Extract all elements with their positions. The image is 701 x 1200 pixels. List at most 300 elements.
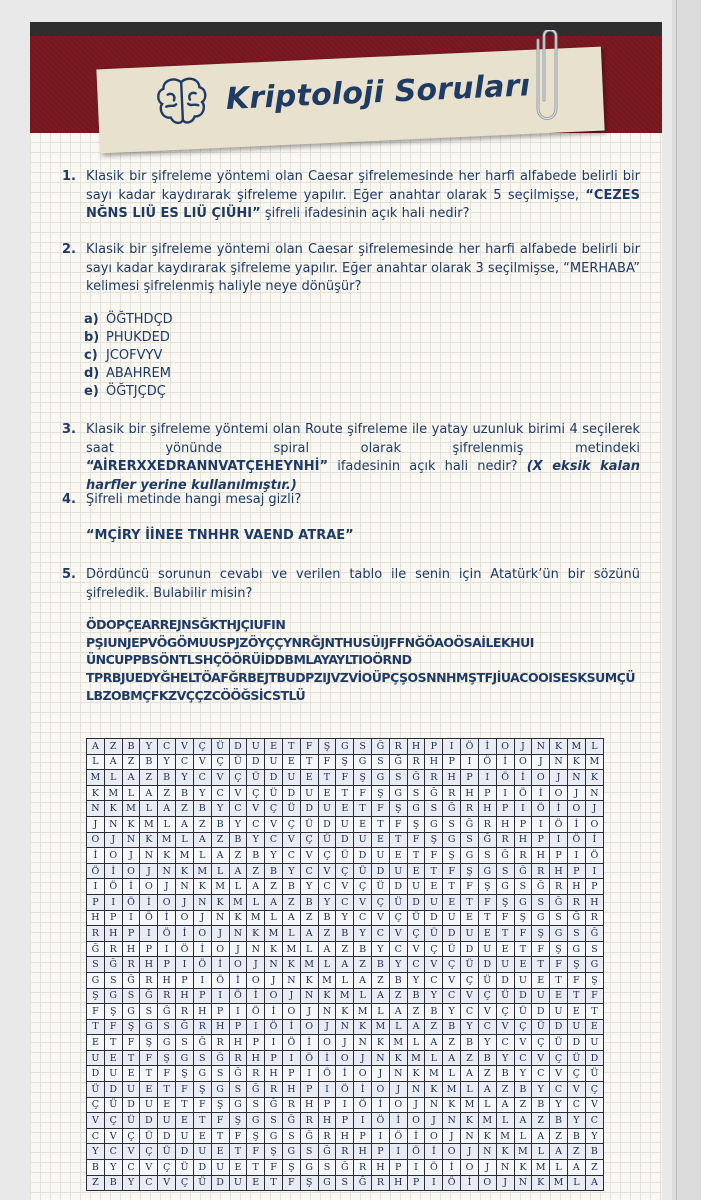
table-cell: K	[496, 1144, 514, 1160]
table-cell: C	[158, 739, 176, 755]
table-cell: S	[247, 1097, 265, 1113]
table-cell: N	[550, 754, 568, 770]
table-cell: C	[496, 1035, 514, 1051]
table-cell: Ğ	[478, 832, 496, 848]
table-cell: Y	[443, 1004, 461, 1020]
table-cell: T	[229, 1144, 247, 1160]
table-cell: Z	[176, 801, 194, 817]
table-cell: O	[158, 894, 176, 910]
table-cell: V	[336, 879, 354, 895]
table-cell: H	[122, 941, 140, 957]
table-cell: T	[389, 832, 407, 848]
table-cell: F	[300, 739, 318, 755]
table-cell: R	[87, 926, 105, 942]
table-cell: Y	[318, 894, 336, 910]
table-cell: R	[140, 972, 158, 988]
table-row	[87, 894, 604, 910]
table-cell: M	[247, 910, 265, 926]
table-cell: E	[300, 770, 318, 786]
table-cell: U	[282, 770, 300, 786]
table-cell: Ğ	[407, 770, 425, 786]
table-cell: Ş	[407, 816, 425, 832]
question-5	[62, 566, 640, 603]
table-cell: Y	[158, 754, 176, 770]
table-cell: İ	[514, 770, 532, 786]
table-cell: G	[300, 1160, 318, 1176]
table-cell: Z	[354, 957, 372, 973]
option-d[interactable]	[84, 365, 173, 383]
table-cell: D	[532, 1004, 550, 1020]
table-cell: K	[567, 754, 585, 770]
table-cell: A	[193, 832, 211, 848]
table-cell: M	[318, 972, 336, 988]
table-cell: A	[372, 988, 390, 1004]
table-cell: Ç	[550, 1050, 568, 1066]
table-cell: B	[176, 785, 194, 801]
table-cell: F	[550, 957, 568, 973]
table-cell: Ş	[193, 1082, 211, 1098]
table-cell: I	[176, 957, 194, 973]
table-cell: Ü	[158, 1144, 176, 1160]
table-row	[87, 1175, 604, 1191]
table-cell: B	[372, 957, 390, 973]
table-cell: Ü	[354, 863, 372, 879]
table-cell: Ö	[282, 1035, 300, 1051]
table-cell: V	[282, 832, 300, 848]
table-cell: L	[193, 848, 211, 864]
table-cell: B	[407, 988, 425, 1004]
table-cell: H	[211, 1019, 229, 1035]
table-cell: V	[443, 972, 461, 988]
cipher-line: LBZOBMÇFKZVÇÇZCÖÖĞSİCSTLÜ	[86, 687, 306, 703]
table-cell: T	[265, 1175, 283, 1191]
table-cell: H	[372, 1160, 390, 1176]
table-cell: Ş	[496, 894, 514, 910]
table-cell: Ö	[318, 1066, 336, 1082]
table-cell: D	[496, 972, 514, 988]
option-a[interactable]	[84, 311, 173, 329]
table-cell: P	[372, 1144, 390, 1160]
table-cell: J	[265, 972, 283, 988]
table-cell: N	[425, 1097, 443, 1113]
table-cell: E	[336, 801, 354, 817]
table-cell: P	[478, 785, 496, 801]
table-cell: Ç	[122, 1128, 140, 1144]
table-cell: I	[265, 1035, 283, 1051]
table-cell: C	[407, 957, 425, 973]
table-cell: D	[282, 785, 300, 801]
table-cell: Y	[514, 1066, 532, 1082]
table-cell: L	[318, 957, 336, 973]
table-cell: H	[300, 1097, 318, 1113]
table-cell: J	[300, 1004, 318, 1020]
table-cell: L	[461, 1082, 479, 1098]
table-cell: Y	[478, 1035, 496, 1051]
table-cell: Z	[585, 1160, 603, 1176]
table-cell: F	[229, 1128, 247, 1144]
table-cell: Ğ	[265, 1097, 283, 1113]
table-cell: Ş	[514, 910, 532, 926]
page-title: Kriptoloji Soruları	[225, 68, 531, 117]
table-cell: K	[122, 816, 140, 832]
table-cell: U	[372, 848, 390, 864]
table-cell: K	[354, 1019, 372, 1035]
table-row	[87, 910, 604, 926]
table-cell: M	[496, 1128, 514, 1144]
table-cell: İ	[265, 1004, 283, 1020]
table-cell: Y	[229, 816, 247, 832]
table-row	[87, 1082, 604, 1098]
table-row	[87, 801, 604, 817]
table-cell: B	[282, 879, 300, 895]
table-cell: Ğ	[211, 1050, 229, 1066]
table-cell: M	[514, 1144, 532, 1160]
table-cell: H	[176, 988, 194, 1004]
table-cell: O	[496, 739, 514, 755]
table-cell: F	[282, 1175, 300, 1191]
table-cell: J	[514, 739, 532, 755]
option-e[interactable]	[84, 383, 173, 401]
table-cell: I	[229, 1004, 247, 1020]
table-cell: L	[336, 972, 354, 988]
table-cell: H	[514, 832, 532, 848]
table-cell: P	[318, 1097, 336, 1113]
table-cell: O	[389, 1097, 407, 1113]
table-cell: O	[140, 879, 158, 895]
question-text-part: Klasik bir şifreleme yöntemi olan Route şifreleme ile yatay uzunluk birimi 4 seçilerek saat yönünde spiral olarak şifrelenmiş metindeki	[86, 422, 640, 456]
table-cell: R	[211, 1035, 229, 1051]
table-cell: F	[176, 1082, 194, 1098]
table-cell: O	[122, 863, 140, 879]
table-cell: F	[389, 816, 407, 832]
table-cell: Ü	[567, 1050, 585, 1066]
table-cell: Ü	[176, 1160, 194, 1176]
table-cell: M	[567, 739, 585, 755]
table-cell: Ç	[318, 848, 336, 864]
table-cell: T	[354, 801, 372, 817]
table-cell: D	[140, 1113, 158, 1129]
table-row	[87, 770, 604, 786]
table-cell: H	[193, 1004, 211, 1020]
table-row	[87, 1066, 604, 1082]
table-cell: C	[193, 770, 211, 786]
table-cell: G	[265, 1128, 283, 1144]
table-cell: J	[372, 1066, 390, 1082]
table-cell: O	[336, 1050, 354, 1066]
option-c[interactable]	[84, 347, 173, 365]
table-cell: R	[282, 1097, 300, 1113]
table-cell: M	[282, 941, 300, 957]
table-cell: İ	[193, 941, 211, 957]
table-cell: R	[354, 1160, 372, 1176]
table-cell: B	[425, 1004, 443, 1020]
table-cell: Y	[532, 1082, 550, 1098]
table-cell: T	[443, 879, 461, 895]
table-cell: Ç	[282, 816, 300, 832]
table-cell: R	[478, 816, 496, 832]
table-cell: Ç	[247, 785, 265, 801]
option-b[interactable]	[84, 329, 173, 347]
table-cell: R	[122, 957, 140, 973]
table-cell: M	[140, 816, 158, 832]
table-cell: F	[158, 1066, 176, 1082]
table-cell: K	[229, 910, 247, 926]
table-cell: A	[389, 1004, 407, 1020]
table-cell: S	[282, 1128, 300, 1144]
table-cell: O	[193, 926, 211, 942]
table-cell: M	[407, 1050, 425, 1066]
table-cell: J	[550, 770, 568, 786]
table-cell: J	[193, 910, 211, 926]
table-cell: B	[140, 754, 158, 770]
table-cell: Y	[425, 988, 443, 1004]
table-cell: S	[496, 863, 514, 879]
table-cell: V	[193, 754, 211, 770]
table-cell: İ	[532, 785, 550, 801]
table-cell: Z	[87, 1175, 105, 1191]
table-cell: İ	[282, 1019, 300, 1035]
table-cell: V	[407, 941, 425, 957]
table-cell: R	[104, 941, 122, 957]
table-cell: O	[478, 1175, 496, 1191]
table-cell: S	[122, 988, 140, 1004]
table-cell: Ş	[265, 1144, 283, 1160]
table-cell: H	[550, 863, 568, 879]
table-cell: H	[532, 848, 550, 864]
table-cell: Z	[443, 1035, 461, 1051]
table-cell: Z	[389, 988, 407, 1004]
table-cell: V	[300, 848, 318, 864]
cipher-phrase: “AİRERXXEDRANNVATÇEHEYNHİ”	[86, 459, 329, 474]
table-cell: C	[300, 863, 318, 879]
table-cell: B	[478, 1050, 496, 1066]
table-cell: Ğ	[247, 1082, 265, 1098]
table-cell: A	[300, 926, 318, 942]
table-cell: C	[443, 988, 461, 1004]
table-cell: N	[193, 894, 211, 910]
table-cell: U	[104, 1066, 122, 1082]
table-row	[87, 1019, 604, 1035]
table-row	[87, 972, 604, 988]
table-cell: I	[122, 910, 140, 926]
table-cell: S	[585, 941, 603, 957]
table-cell: G	[532, 910, 550, 926]
table-row	[87, 848, 604, 864]
table-cell: A	[407, 1019, 425, 1035]
table-cell: E	[247, 1175, 265, 1191]
table-cell: H	[496, 816, 514, 832]
table-cell: İ	[300, 1035, 318, 1051]
table-cell: N	[87, 801, 105, 817]
table-cell: T	[300, 754, 318, 770]
table-cell: I	[461, 754, 479, 770]
table-cell: U	[550, 1004, 568, 1020]
table-cell: U	[158, 1113, 176, 1129]
table-cell: N	[461, 1128, 479, 1144]
table-cell: F	[140, 1050, 158, 1066]
table-cell: P	[532, 832, 550, 848]
table-cell: B	[87, 1160, 105, 1176]
table-cell: L	[104, 770, 122, 786]
table-cell: G	[461, 848, 479, 864]
table-cell: İ	[122, 879, 140, 895]
table-row	[87, 739, 604, 755]
table-cell: İ	[336, 1066, 354, 1082]
table-cell: Ş	[389, 801, 407, 817]
table-cell: Ö	[104, 879, 122, 895]
table-cell: Ş	[443, 848, 461, 864]
table-cell: H	[247, 1050, 265, 1066]
table-cell: E	[496, 941, 514, 957]
table-cell: Ü	[229, 754, 247, 770]
table-cell: Ü	[265, 785, 283, 801]
table-cell: B	[300, 894, 318, 910]
table-cell: J	[389, 1082, 407, 1098]
table-cell: B	[354, 941, 372, 957]
table-cell: İ	[87, 848, 105, 864]
table-cell: F	[354, 785, 372, 801]
table-cell: R	[389, 739, 407, 755]
table-cell: M	[389, 1035, 407, 1051]
table-cell: N	[122, 832, 140, 848]
table-cell: P	[336, 1113, 354, 1129]
table-cell: Y	[265, 848, 283, 864]
table-cell: Ş	[104, 1004, 122, 1020]
table-cell: İ	[140, 894, 158, 910]
table-cell: O	[514, 754, 532, 770]
table-cell: C	[550, 1082, 568, 1098]
option-letter: a)	[84, 312, 99, 327]
table-cell: N	[336, 1019, 354, 1035]
table-cell: C	[372, 926, 390, 942]
table-cell: E	[282, 754, 300, 770]
table-cell: G	[140, 1019, 158, 1035]
table-cell: T	[211, 1128, 229, 1144]
table-cell: Ö	[478, 754, 496, 770]
table-cell: G	[193, 1066, 211, 1082]
table-cell: J	[211, 926, 229, 942]
table-cell: S	[461, 832, 479, 848]
table-cell: C	[122, 1160, 140, 1176]
table-cell: A	[318, 941, 336, 957]
table-cell: P	[282, 1066, 300, 1082]
table-cell: C	[585, 1113, 603, 1129]
table-cell: Z	[265, 879, 283, 895]
table-cell: H	[318, 1113, 336, 1129]
table-cell: L	[122, 785, 140, 801]
table-cell: Ü	[300, 816, 318, 832]
table-cell: H	[282, 1082, 300, 1098]
table-cell: P	[193, 988, 211, 1004]
table-cell: Ö	[247, 1004, 265, 1020]
table-cell: P	[354, 1128, 372, 1144]
table-cell: P	[247, 1035, 265, 1051]
table-cell: Ğ	[354, 1175, 372, 1191]
table-cell: İ	[104, 863, 122, 879]
table-cell: E	[407, 863, 425, 879]
table-cell: Ş	[567, 957, 585, 973]
table-cell: J	[443, 1128, 461, 1144]
table-cell: H	[265, 1066, 283, 1082]
table-cell: Ş	[300, 1175, 318, 1191]
question-text-part: şifreli ifadesinin açık hali nedir?	[260, 206, 470, 221]
table-cell: N	[300, 988, 318, 1004]
table-cell: M	[354, 1004, 372, 1020]
table-cell: R	[425, 770, 443, 786]
table-cell: R	[567, 894, 585, 910]
table-cell: P	[496, 801, 514, 817]
table-cell: Z	[247, 863, 265, 879]
table-cell: D	[211, 1175, 229, 1191]
table-cell: F	[193, 1097, 211, 1113]
table-cell: U	[496, 957, 514, 973]
table-row	[87, 785, 604, 801]
table-cell: V	[122, 1144, 140, 1160]
table-cell: O	[425, 1128, 443, 1144]
table-cell: G	[372, 770, 390, 786]
table-cell: T	[247, 1160, 265, 1176]
table-row	[87, 988, 604, 1004]
table-cell: Z	[532, 1113, 550, 1129]
table-cell: Ü	[496, 988, 514, 1004]
table-cell: V	[247, 801, 265, 817]
table-cell: H	[443, 770, 461, 786]
table-cell: Ş	[354, 770, 372, 786]
table-cell: C	[425, 972, 443, 988]
table-cell: I	[282, 1050, 300, 1066]
table-cell: D	[443, 926, 461, 942]
table-cell: A	[425, 1035, 443, 1051]
table-cell: D	[336, 832, 354, 848]
table-cell: N	[372, 1050, 390, 1066]
table-cell: Y	[461, 1019, 479, 1035]
table-cell: C	[282, 848, 300, 864]
table-cell: O	[282, 1004, 300, 1020]
table-row	[87, 1144, 604, 1160]
table-cell: P	[585, 879, 603, 895]
table-cell: I	[158, 941, 176, 957]
table-cell: Ü	[193, 1175, 211, 1191]
table-cell: G	[176, 1050, 194, 1066]
table-cell: V	[567, 1082, 585, 1098]
table-cell: I	[389, 1144, 407, 1160]
table-cell: M	[87, 770, 105, 786]
table-cell: Ö	[87, 863, 105, 879]
table-cell: V	[87, 1113, 105, 1129]
table-cell: N	[265, 957, 283, 973]
table-cell: U	[567, 1019, 585, 1035]
table-cell: J	[282, 988, 300, 1004]
table-cell: P	[265, 1050, 283, 1066]
table-cell: Y	[193, 785, 211, 801]
table-cell: T	[407, 848, 425, 864]
table-cell: Ğ	[336, 1160, 354, 1176]
table-cell: J	[229, 941, 247, 957]
table-cell: U	[140, 1097, 158, 1113]
table-cell: B	[496, 1066, 514, 1082]
table-cell: E	[532, 972, 550, 988]
cipher-line: ÖDOPÇEARREJNSĞKTHJÇIUFIN	[86, 617, 286, 632]
table-cell: N	[478, 1144, 496, 1160]
table-cell: A	[140, 785, 158, 801]
option-text: ÖĞTHDÇD	[106, 312, 173, 327]
table-row	[87, 1035, 604, 1051]
table-cell: H	[87, 910, 105, 926]
table-cell: L	[407, 1035, 425, 1051]
table-cell: B	[265, 863, 283, 879]
table-cell: O	[211, 941, 229, 957]
table-cell: G	[318, 1175, 336, 1191]
